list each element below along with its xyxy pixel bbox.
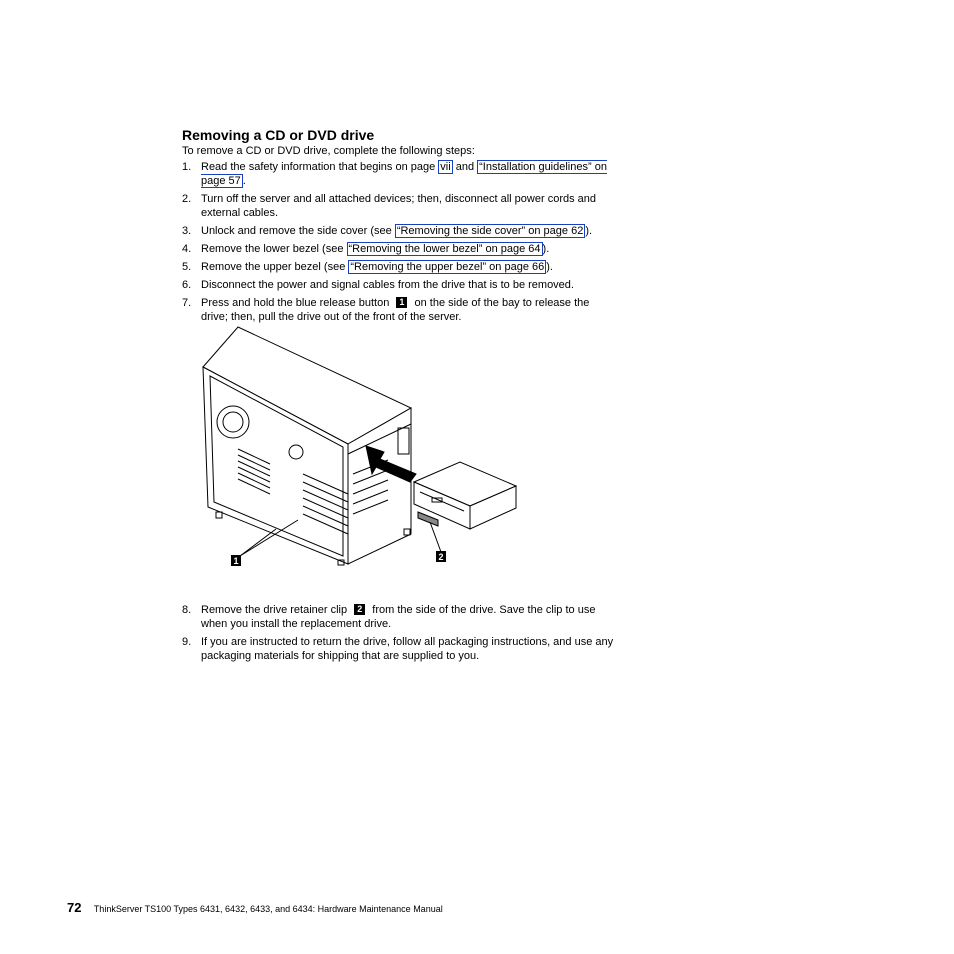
steps-list-top [182, 160, 614, 324]
callout-2-figure-label [436, 551, 446, 562]
page-number: 72 [67, 900, 82, 915]
footer-title: ThinkServer TS100 Types 6431, 6432, 6433, and 6434: Hardware Maintenance Manual [93, 904, 443, 914]
step-2: 2. Turn off the server and all attached devices; then, disconnect all power cords and external cables. [182, 193, 597, 219]
step-1: 1. Read the safety information that begins on page vii and “Installation guidelines” on page 57 . [182, 161, 607, 187]
link-installation-guidelines[interactable]: “Installation guidelines” on page 57 [201, 161, 607, 187]
step-9: 9. If you are instructed to return the drive, follow all packaging instructions, and use any packaging materials for shipping that are supplied to you. [182, 636, 614, 662]
svg-text:2: 2 [438, 552, 444, 562]
svg-text:1: 1 [233, 556, 239, 566]
retainer-clip [418, 512, 438, 526]
callout-1-badge: 1 [396, 297, 407, 308]
step-6: 6. Disconnect the power and signal cables from the drive that is to be removed. [182, 279, 574, 291]
step-5: 5. Remove the upper bezel (see “Removing the upper bezel” on page 66 ). [182, 261, 553, 273]
link-removing-upper-bezel[interactable]: “Removing the upper bezel” on page 66 [350, 261, 545, 273]
step-7: 7. Press and hold the blue release button 1 on the side of the bay to release the drive; then, pull the drive out of the front of the server. [182, 297, 590, 323]
step-8: 8. Remove the drive retainer clip 2 from the side of the drive. Save the clip to use when you install the replacement drive. [182, 604, 596, 630]
callout-1-figure-label [231, 555, 241, 566]
callout-2-badge: 2 [354, 604, 365, 615]
step-3: 3. Unlock and remove the side cover (see “Removing the side cover” on page 62 ). [182, 225, 593, 237]
link-removing-lower-bezel[interactable]: “Removing the lower bezel” on page 64 [348, 243, 541, 255]
intro-text: To remove a CD or DVD drive, complete the following steps: [182, 145, 475, 157]
step-4: 4. Remove the lower bezel (see “Removing the lower bezel” on page 64 ). [182, 243, 550, 255]
steps-list-bottom [182, 603, 614, 663]
page-footer [67, 900, 443, 915]
section-heading: Removing a CD or DVD drive [182, 127, 375, 143]
link-page-vii[interactable]: vii [440, 161, 451, 173]
link-removing-side-cover[interactable]: “Removing the side cover” on page 62 [396, 225, 584, 237]
drive-removal-illustration [198, 324, 523, 570]
